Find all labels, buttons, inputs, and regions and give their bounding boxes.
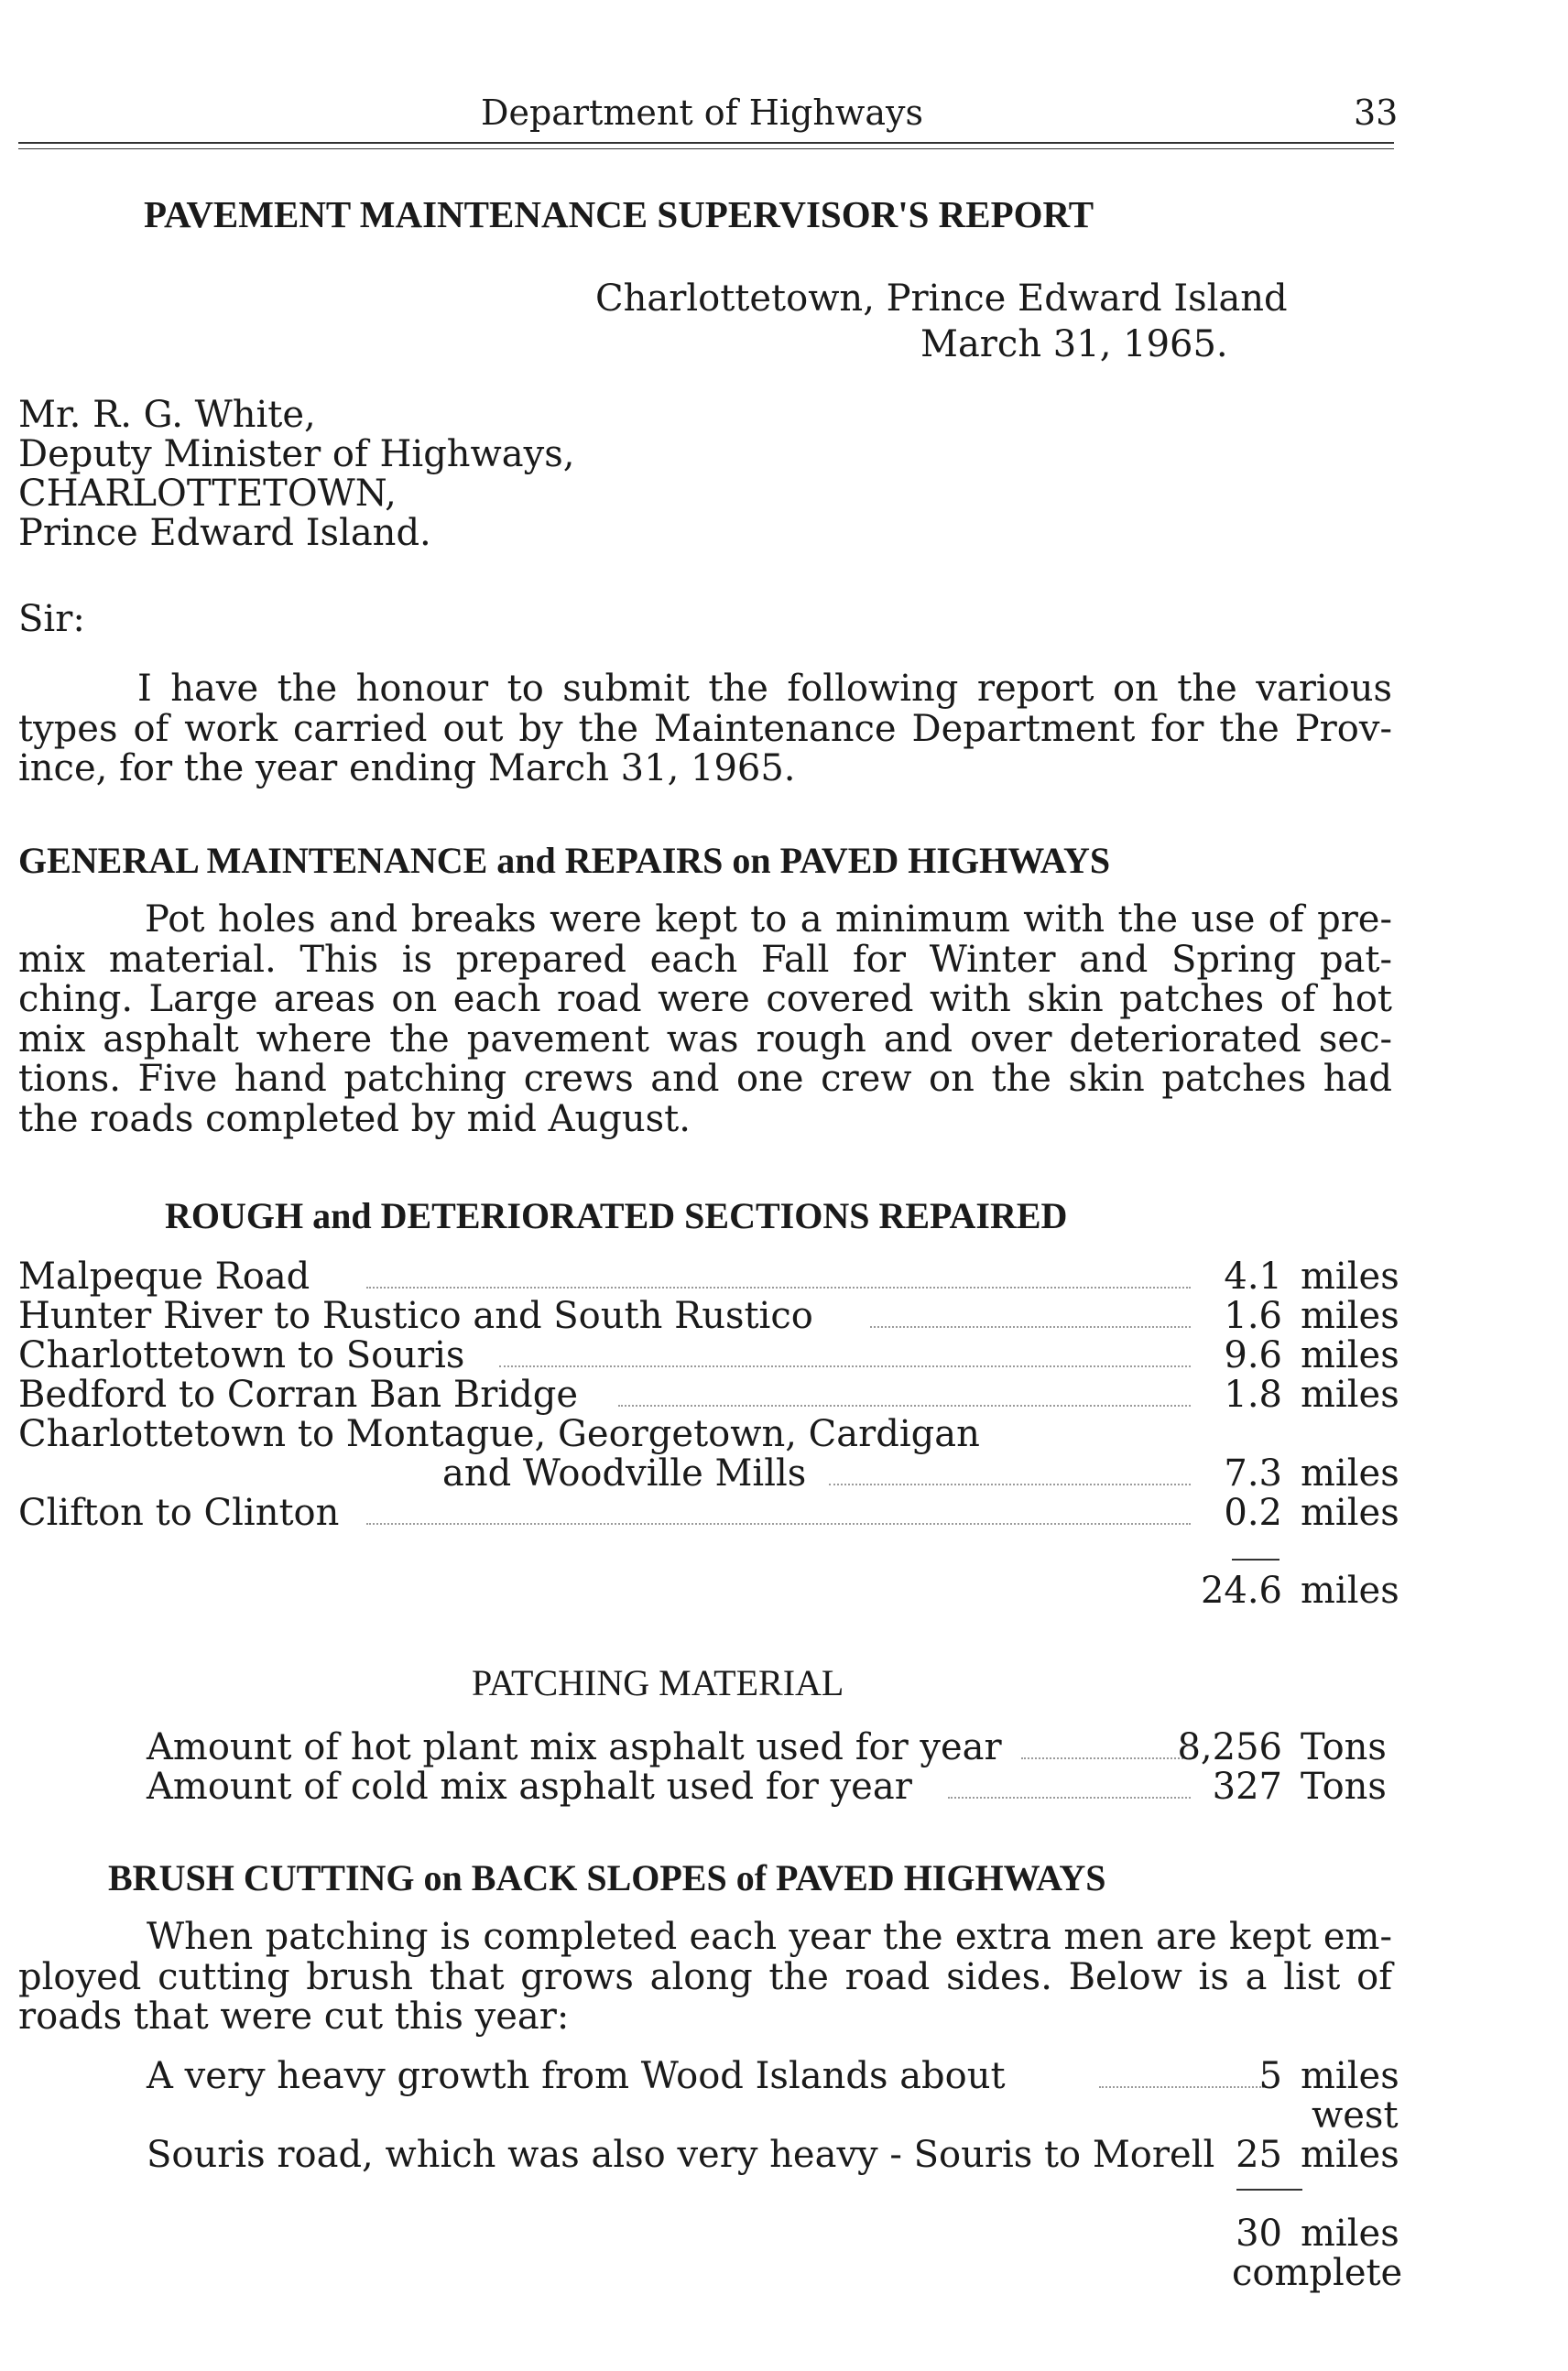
- intro-paragraph: [18, 669, 1392, 789]
- rough-total-amount: 24.6: [1200, 1570, 1282, 1612]
- rough-unit: miles: [1301, 1492, 1399, 1534]
- addressee-title: Deputy Minister of Highways,: [18, 433, 575, 475]
- brush-line: roads that were cut this year:: [18, 1996, 570, 2038]
- leader-dots: [366, 1523, 1191, 1525]
- general-heading: GENERAL MAINTENANCE and REPAIRS on PAVED HIGHWAYS: [18, 840, 1111, 881]
- leader-dots: [366, 1287, 1191, 1289]
- brush-total-note: complete: [1232, 2252, 1403, 2294]
- brush-item-unit: miles: [1301, 2055, 1399, 2097]
- header-rule-bottom: [18, 148, 1394, 149]
- rough-amount: 0.2: [1224, 1492, 1282, 1534]
- leader-dots: [618, 1405, 1191, 1407]
- rough-amount: 4.1: [1224, 1256, 1282, 1298]
- patching-unit: Tons: [1301, 1726, 1387, 1768]
- intro-line: types of work carried out by the Maintenance Department for the Prov-: [18, 707, 1392, 750]
- rough-unit: miles: [1301, 1256, 1399, 1298]
- rough-road-continued: and Woodville Mills: [442, 1452, 807, 1495]
- brush-line: When patching is completed each year the extra men are kept em-: [147, 1916, 1392, 1958]
- patching-heading: PATCHING MATERIAL: [472, 1662, 844, 1703]
- header-rule-top: [18, 142, 1394, 144]
- rough-unit: miles: [1301, 1452, 1399, 1495]
- rough-road: Clifton to Clinton: [18, 1492, 340, 1534]
- addressee-name: Mr. R. G. White,: [18, 394, 316, 436]
- total-rule: [1232, 1559, 1279, 1561]
- brush-item-label: A very heavy growth from Wood Islands about: [147, 2055, 1006, 2097]
- page-number: 33: [1354, 92, 1399, 133]
- brush-total-unit: miles: [1301, 2213, 1399, 2255]
- rough-amount: 1.6: [1224, 1295, 1282, 1337]
- brush-item-unit: miles: [1301, 2134, 1399, 2176]
- rough-road: Malpeque Road: [18, 1256, 310, 1298]
- rough-amount: 1.8: [1224, 1374, 1282, 1416]
- rough-road: Charlottetown to Souris: [18, 1334, 465, 1376]
- dateline-date: March 31, 1965.: [920, 323, 1228, 365]
- general-line: mix asphalt where the pavement was rough and over deteriorated sec-: [18, 1017, 1392, 1060]
- rough-road: Bedford to Corran Ban Bridge: [18, 1374, 579, 1416]
- general-paragraph: [18, 900, 1392, 1139]
- total-rule: [1236, 2189, 1302, 2191]
- rough-road: Charlottetown to Montague, Georgetown, Cardigan: [18, 1413, 980, 1455]
- intro-line: I have the honour to submit the following report on the various: [137, 668, 1392, 710]
- brush-item-extra: west: [1312, 2094, 1399, 2137]
- brush-line: ployed cutting brush that grows along the road sides. Below is a list of: [18, 1955, 1392, 1998]
- general-line: tions. Five hand patching crews and one crew on the skin patches had: [18, 1058, 1392, 1100]
- running-title: Department of Highways: [481, 92, 923, 133]
- rough-unit: miles: [1301, 1334, 1399, 1376]
- general-line: Pot holes and breaks were kept to a minimum with the use of pre-: [145, 898, 1392, 941]
- general-line: mix material. This is prepared each Fall for Winter and Spring pat-: [18, 938, 1392, 981]
- leader-dots: [870, 1326, 1191, 1328]
- general-line: ching. Large areas on each road were covered with skin patches of hot: [18, 978, 1392, 1020]
- general-line: the roads completed by mid August.: [18, 1097, 691, 1140]
- rough-total-unit: miles: [1301, 1570, 1399, 1612]
- brush-heading: BRUSH CUTTING on BACK SLOPES of PAVED HIGHWAYS: [108, 1857, 1106, 1898]
- brush-item-amount: 5: [1258, 2055, 1282, 2097]
- rough-unit: miles: [1301, 1374, 1399, 1416]
- patching-amount: 327: [1212, 1766, 1282, 1808]
- salutation: Sir:: [18, 598, 85, 640]
- brush-item-label: Souris road, which was also very heavy - Souris to Morell: [147, 2134, 1215, 2176]
- patching-label: Amount of hot plant mix asphalt used for year: [147, 1726, 1002, 1768]
- patching-label: Amount of cold mix asphalt used for year: [147, 1766, 912, 1808]
- report-title: PAVEMENT MAINTENANCE SUPERVISOR'S REPORT: [144, 193, 1094, 235]
- leader-dots: [829, 1484, 1191, 1485]
- addressee-city: CHARLOTTETOWN,: [18, 473, 397, 515]
- addressee-province: Prince Edward Island.: [18, 512, 431, 554]
- brush-total-amount: 30: [1236, 2213, 1282, 2255]
- rough-amount: 7.3: [1224, 1452, 1282, 1495]
- rough-heading: ROUGH and DETERIORATED SECTIONS REPAIRED: [165, 1195, 1068, 1236]
- rough-unit: miles: [1301, 1295, 1399, 1337]
- patching-unit: Tons: [1301, 1766, 1387, 1808]
- patching-amount: 8,256: [1177, 1726, 1282, 1768]
- dateline-place: Charlottetown, Prince Edward Island: [595, 277, 1288, 320]
- leader-dots: [499, 1365, 1191, 1367]
- rough-amount: 9.6: [1224, 1334, 1282, 1376]
- brush-item-amount: 25: [1236, 2134, 1282, 2176]
- rough-road: Hunter River to Rustico and South Rustico: [18, 1295, 813, 1337]
- brush-paragraph: [18, 1918, 1392, 2038]
- intro-line: ince, for the year ending March 31, 1965.: [18, 747, 796, 789]
